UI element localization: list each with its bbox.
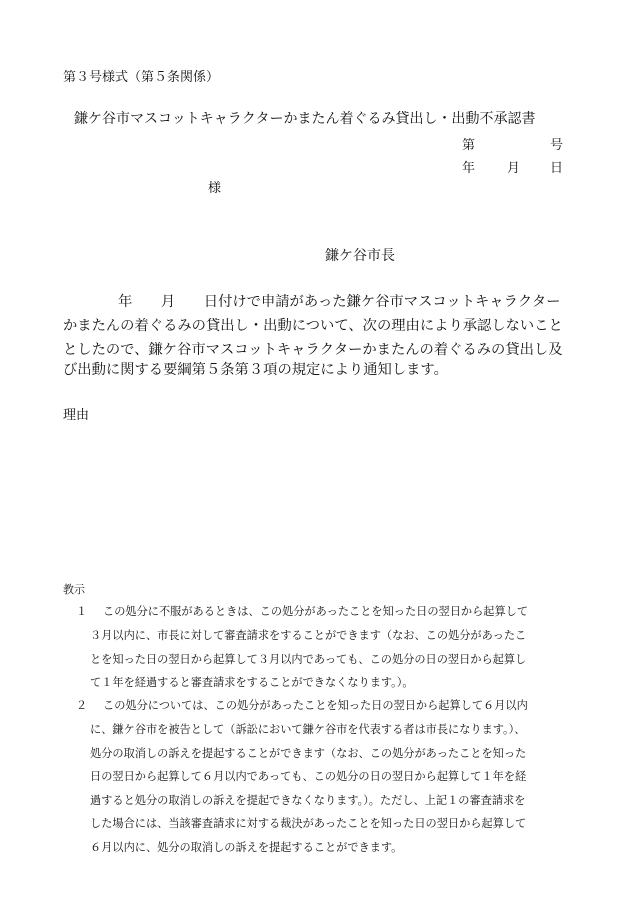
date-day-label: 日: [550, 161, 564, 176]
body-line: としたので、鎌ケ谷市マスコットキャラクターかまたんの着ぐるみの貸出し及: [63, 342, 563, 358]
notice-line: に、鎌ケ谷市を被告として（訴訟において鎌ケ谷市を代表する者は市長になります。）、: [90, 723, 526, 736]
doc-number-suffix: 号: [550, 138, 564, 153]
sender-name: 鎌ケ谷市長: [325, 248, 395, 264]
notice-item-number: １: [76, 605, 88, 618]
notice-line: ６月以内に、処分の取消しの訴えを提起することができます。: [90, 841, 403, 854]
notice-line: この処分に不服があるときは、この処分があったことを知った日の翌日から起算して: [103, 605, 529, 618]
doc-number-prefix: 第: [462, 138, 476, 153]
body-line: び出動に関する要綱第５条第３項の規定により通知します。: [63, 362, 448, 378]
notice-line: とを知った日の翌日から起算して３月以内であっても、この処分の日の翌日から起算し: [90, 653, 527, 666]
reason-label: 理由: [63, 408, 90, 423]
notice-line: ３月以内に、市長に対して審査請求をすることができます（なお、この処分があったこ: [90, 629, 527, 642]
body-line: [63, 291, 561, 311]
notice-item-number: ２: [76, 699, 88, 712]
recipient-honorific: 様: [208, 181, 222, 196]
notice-line: 過すると処分の取消しの訴えを提起できなくなります。）。ただし、上記１の審査請求を: [90, 794, 526, 807]
date-month-label: 月: [507, 161, 521, 176]
notice-line: 日の翌日から起算して６月以内であっても、この処分の日の翌日から起算して１年を経: [90, 770, 527, 783]
body-text: 年 月 日付けで申請があった鎌ケ谷市マスコットキャラクター: [118, 294, 561, 310]
notice-line: 処分の取消しの訴えを提起することができます（なお、この処分があったことを知った: [90, 747, 527, 760]
notice-line: この処分については、この処分があったことを知った日の翌日から起算して６月以内: [103, 699, 528, 712]
body-line: かまたんの着ぐるみの貸出し・出動について、次の理由により承認しないこと: [63, 318, 563, 334]
form-number: 第３号様式（第５条関係）: [63, 70, 220, 85]
notice-line: した場合には、当該審査請求に対する裁決があったことを知った日の翌日から起算して: [90, 817, 527, 830]
date-year-label: 年: [462, 161, 476, 176]
notice-line: て１年を経過すると審査請求をすることができなくなります。）。: [90, 676, 414, 689]
notice-label: 教示: [63, 583, 85, 596]
document-title: 鎌ケ谷市マスコットキャラクターかまたん着ぐるみ貸出し・出動不承認書: [74, 111, 536, 127]
